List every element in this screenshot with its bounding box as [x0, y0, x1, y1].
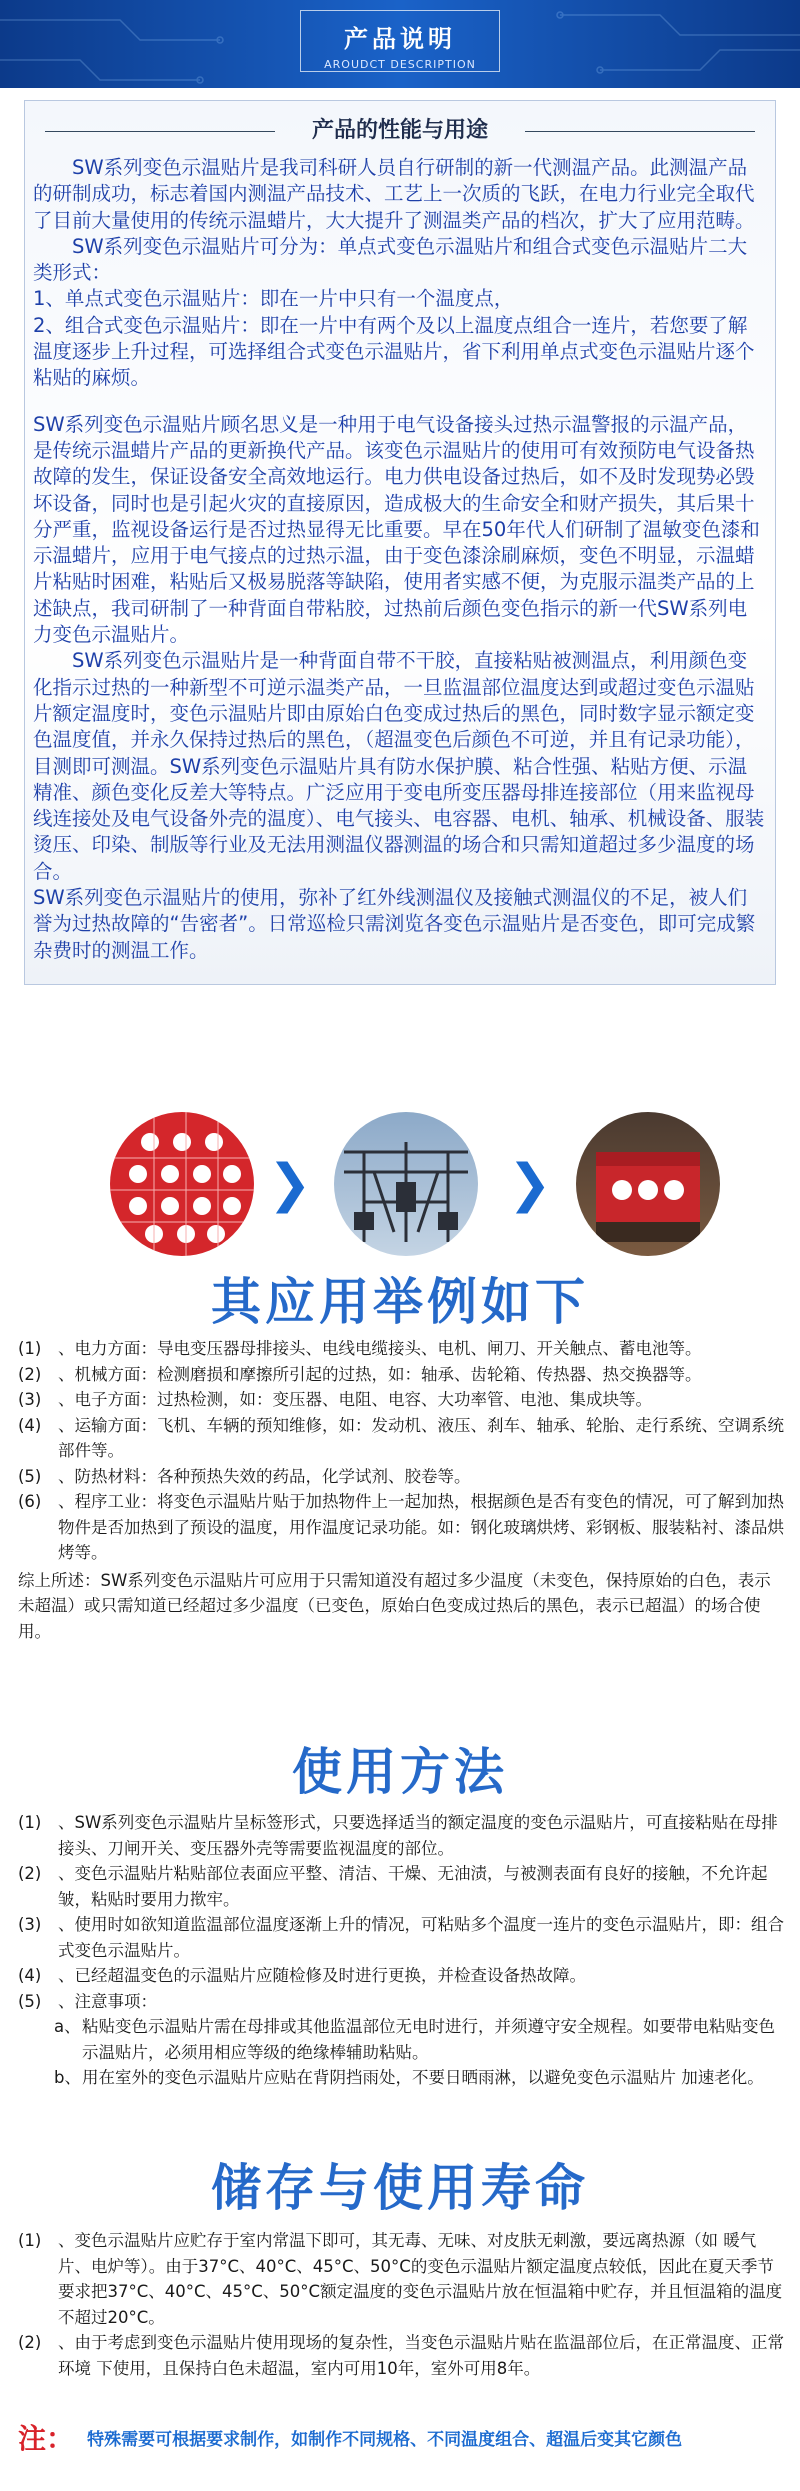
performance-heading — [25, 113, 775, 143]
list-item — [18, 1387, 784, 1413]
application-title: 其应用举例如下 — [211, 1273, 589, 1331]
list-subitem — [18, 2014, 784, 2065]
banner-title: 产品说明 — [344, 25, 456, 53]
label-sheet-icon — [110, 1112, 254, 1256]
perf-paragraph: SW系列变色示温贴片顾名思义是一种用于电气设备接头过热示温警报的示温产品，是传统示温蜡片产品的更新换代产品。该变色示温贴片的使用可有效预防电气设备热故障的发生，保证设备安全高效地运行。电力供电设备过热后，如不及时发现势必毁坏设备，同时也是引起火灾的直接原因，造成极大的生命安全和财产损失，其后果十分严重，监视设备运行是否过热显得无比重要。早在50年代人们研制了温敏变色漆和示温蜡片，应用于电气接点的过热示温，由于变色漆涂刷麻烦，变色不明显，示温蜡片粘贴时困难，粘贴后又极易脱落等缺陷，使用者实感不便，为克服示温类产品的上述缺点，我司研制了一种背面自带粘胶，过热前后颜色变色指示的新一代SW系列电力变色示温贴片。 — [33, 412, 760, 647]
list-text: 、机械方面：检测磨损和摩擦所引起的过热，如：轴承、齿轮箱、传热器、热交换器等。 — [58, 1364, 702, 1384]
performance-title: 产品的性能与用途 — [311, 118, 488, 143]
list-text: 、使用时如欲知道监温部位温度逐渐上升的情况，可粘贴多个温度一连片的变色示温贴片，即：组合式变色示温贴片。 — [58, 1915, 784, 1960]
list-text: 、运输方面：飞机、车辆的预知维修，如：发动机、液压、刹车、轴承、轮胎、走行系统、空调系统 部件等。 — [58, 1415, 800, 1460]
list-item — [18, 1362, 784, 1388]
list-number: (4) — [18, 1966, 42, 1985]
storage-list — [18, 2228, 784, 2381]
perf-paragraph: SW系列变色示温贴片的使用，弥补了红外线测温仪及接触式测温仪的不足，被人们誉为过热故障的“告密者”。日常巡检只需浏览各变色示温贴片是否变色，即可完成繁杂费时的测温工作。 — [33, 886, 756, 962]
list-number: (2) — [18, 1864, 42, 1883]
list-item — [18, 1489, 784, 1566]
list-number: b、 — [54, 2068, 81, 2087]
substation-photo — [334, 1112, 478, 1256]
list-item — [18, 1464, 784, 1490]
list-text: 、SW系列变色示温贴片呈标签形式，只要选择适当的额定温度的变色示温贴片，可直接粘贴在母排接头、刀闸开关、变压器外壳等需要监视温度的部位。 — [58, 1813, 778, 1858]
list-number: (2) — [18, 2333, 42, 2352]
list-number: (1) — [18, 1813, 42, 1832]
list-text: 用在室外的变色示温贴片应贴在背阴挡雨处，不要日晒雨淋，以避免变色示温贴片 加速老化。 — [82, 2068, 764, 2087]
banner-title-box — [300, 10, 500, 72]
list-item — [18, 1810, 784, 1861]
list-text: 、变色示温贴片粘贴部位表面应平整、清洁、干燥、无油渍，与被测表面有良好的接触，不允许起皱，粘贴时要用力揿牢。 — [58, 1864, 768, 1909]
list-item — [18, 1912, 784, 1963]
perf-paragraph: SW系列变色示温贴片是我司科研人员自行研制的新一代测温产品。此测温产品的研制成功，标志着国内测温产品技术、工艺上一次质的飞跃，在电力行业完全取代了目前大量使用的传统示温蜡片，大大提升了测温类产品的档次，扩大了应用范畴。 — [33, 156, 755, 232]
list-item — [18, 2228, 784, 2330]
list-text: 粘贴变色示温贴片需在母排或其他监温部位无电时进行，并须遵守安全规程。如要带电粘贴变色示温贴片，必须用相应等级的绝缘棒辅助粘贴。 — [82, 2017, 775, 2062]
application-list — [18, 1336, 800, 1644]
power-equipment-icon — [334, 1112, 478, 1256]
list-number: (4) — [18, 1415, 42, 1435]
usage-title: 使用方法 — [292, 1743, 508, 1801]
usage-list — [18, 1810, 784, 2091]
product-photo — [110, 1112, 254, 1256]
list-number: (3) — [18, 1915, 42, 1934]
list-text: 、程序工业：将变色示温贴片贴于加热物件上一起加热，根据颜色是否有变色的情况，可了解到加热 物件是否加热到了预设的温度，用作温度记录功能。如：钢化玻璃烘烤、彩钢板、服装粘衬、漆品烘烤等。 — [58, 1492, 784, 1562]
performance-section — [24, 100, 776, 985]
image-strip — [0, 1112, 800, 1262]
list-number: (1) — [18, 2231, 42, 2250]
list-item — [18, 1861, 784, 1912]
list-item — [18, 1989, 784, 2015]
list-text: 、防热材料：各种预热失效的药品，化学试剂、胶卷等。 — [58, 1466, 471, 1486]
list-number: (5) — [18, 1466, 42, 1486]
list-text: 、变色示温贴片应贮存于室内常温下即可，其无毒、无味、对皮肤无刺激，要远离热源（如 暖气片、电炉等）。由于37°C、40°C、45°C、50°C的变色示温贴片额定温度点较低，因此在夏天季节要求把37°C、40°C、45°C、50°C额定温度的变色示温贴片放在恒温箱中贮存，并且恒温箱的温度不超过20°C。 — [58, 2231, 783, 2327]
list-item — [18, 2330, 784, 2381]
chevron-right-icon: ❯ — [268, 1154, 312, 1214]
perf-paragraph: SW系列变色示温贴片是一种背面自带不干胶，直接粘贴被测温点，利用颜色变化指示过热的一种新型不可逆示温类产品，一旦监温部位温度达到或超过变色示温贴片额定温度时，变色示温贴片即由原始白色变成过热后的黑色，同时数字显示额定变色温度值，并永久保持过热后的黑色，（超温变色后颜色不可逆，并且有记录功能），目测即可测温。SW系列变色示温贴片具有防水保护膜、粘合性强、粘贴方便、示温精准、颜色变化反差大等特点。广泛应用于变电所变压器母排连接部位（用来监视母线连接处及电气设备外壳的温度）、电气接头、电容器、电机、轴承、机械设备、服装烫压、印染、制版等行业及无法用测温仪器测温的场合和只需知道超过多少温度的场合。 — [33, 649, 765, 883]
list-number: (6) — [18, 1492, 42, 1511]
list-number: (3) — [18, 1390, 42, 1409]
list-text: 、由于考虑到变色示温贴片使用现场的复杂性，当变色示温贴片贴在监温部位后，在正常温度、正常环境 下使用，且保持白色未超温，室内可用10年，室外可用8年。 — [58, 2333, 784, 2378]
perf-paragraph: SW系列变色示温贴片可分为：单点式变色示温贴片和组合式变色示温贴片二大类形式： — [33, 234, 748, 285]
banner-subtitle: AROUDCT DESCRIPTION — [324, 58, 476, 71]
list-text: 、电子方面：过热检测，如：变压器、电阻、电容、大功率管、电池、集成块等。 — [58, 1390, 652, 1409]
chevron-right-icon: ❯ — [508, 1154, 552, 1214]
performance-body — [33, 155, 765, 964]
note-label: 注： — [18, 2422, 75, 2455]
application-photo — [576, 1112, 720, 1256]
header-banner — [0, 0, 800, 88]
list-text: 、注意事项： — [58, 1991, 157, 2011]
list-number: a、 — [54, 2017, 81, 2036]
storage-title: 储存与使用寿命 — [211, 2159, 589, 2217]
list-item — [18, 1963, 784, 1989]
list-number: (2) — [18, 1364, 42, 1384]
list-subitem — [18, 2065, 784, 2091]
note-text: 特殊需要可根据要求制作，如制作不同规格、不同温度组合、超温后变其它颜色 — [87, 2429, 683, 2450]
note-line — [18, 2417, 790, 2457]
list-number: (5) — [18, 1991, 42, 2011]
list-item — [18, 1336, 784, 1362]
list-item — [18, 1413, 800, 1464]
heading-divider-right — [525, 131, 755, 132]
perf-paragraph: 2、组合式变色示温贴片：即在一片中有两个及以上温度点组合一连片，若您要了解温度逐步上升过程，可选择组合式变色示温贴片，省下利用单点式变色示温贴片逐个粘贴的麻烦。 — [33, 313, 755, 390]
perf-paragraph: 1、单点式变色示温贴片：即在一片中只有一个温度点， — [33, 287, 514, 311]
list-text: 、已经超温变色的示温贴片应随检修及时进行更换，并检查设备热故障。 — [58, 1966, 586, 1985]
labeled-device-icon — [576, 1112, 720, 1256]
list-number: (1) — [18, 1339, 42, 1358]
list-text: 、电力方面：导电变压器母排接头、电线电缆接头、电机、闸刀、开关触点、蓄电池等。 — [58, 1339, 702, 1358]
application-summary: 综上所述：SW系列变色示温贴片可应用于只需知道没有超过多少温度（未变色，保持原始的白色，表示未超温）或只需知道已经超过多少温度（已变色，原始白色变成过热后的黑色，表示已超温）的场合使用。 — [18, 1570, 771, 1641]
